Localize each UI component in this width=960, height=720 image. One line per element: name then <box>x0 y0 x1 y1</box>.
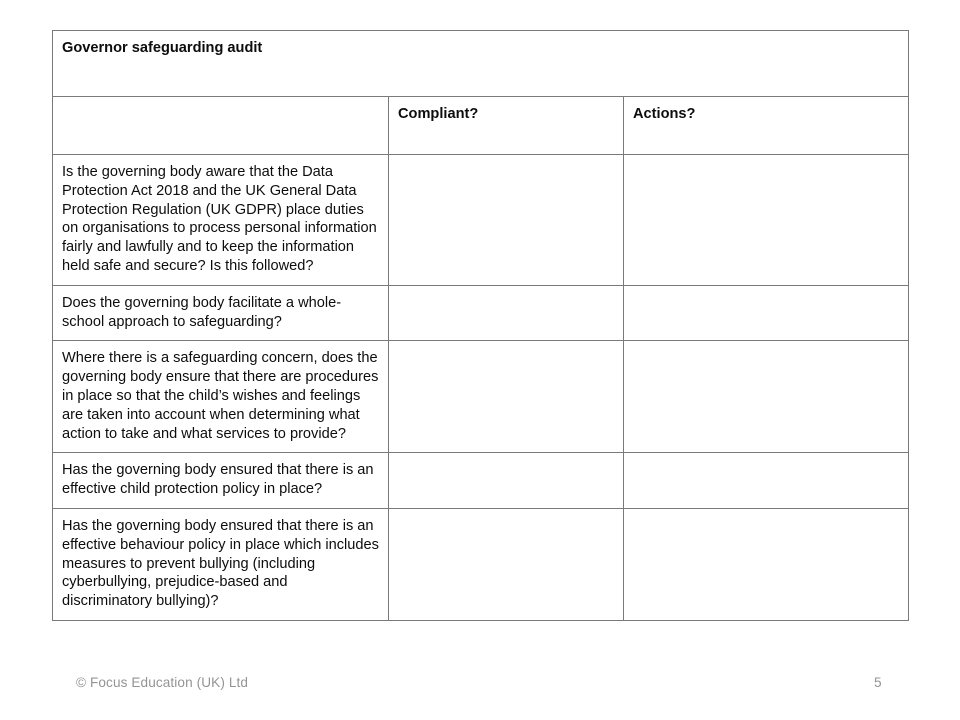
audit-question: Is the governing body aware that the Data Protection Act 2018 and the UK General Data Protection Regulation (UK GDPR) place duties on organisations to process personal information fairly and lawfully and to keep the information held safe and secure? Is this followed? <box>53 155 389 286</box>
audit-question: Has the governing body ensured that there is an effective behaviour policy in place which includes measures to prevent bullying (including cyberbullying, prejudice-based and discriminatory bullying)? <box>53 508 389 620</box>
column-header-compliant: Compliant? <box>389 97 624 155</box>
table-row <box>53 285 909 341</box>
actions-answer-field[interactable] <box>624 508 909 620</box>
actions-answer-field[interactable] <box>624 155 909 286</box>
compliant-answer-field[interactable] <box>389 285 624 341</box>
compliant-answer-field[interactable] <box>389 508 624 620</box>
footer-copyright: © Focus Education (UK) Ltd <box>76 675 249 690</box>
audit-question: Does the governing body facilitate a whole-school approach to safeguarding? <box>53 285 389 341</box>
actions-answer-field[interactable] <box>624 453 909 509</box>
compliant-answer-field[interactable] <box>389 155 624 286</box>
table-title: Governor safeguarding audit <box>53 31 909 97</box>
table-header-row <box>53 97 909 155</box>
compliant-answer-field[interactable] <box>389 453 624 509</box>
column-header-actions: Actions? <box>624 97 909 155</box>
actions-answer-field[interactable] <box>624 341 909 453</box>
table-row <box>53 155 909 286</box>
table-title-row <box>53 31 909 97</box>
audit-question: Where there is a safeguarding concern, does the governing body ensure that there are procedures in place so that the child’s wishes and feelings are taken into account when determining what action to take and what services to provide? <box>53 341 389 453</box>
column-header-question <box>53 97 389 155</box>
governor-safeguarding-audit-table <box>52 30 909 621</box>
audit-question: Has the governing body ensured that there is an effective child protection policy in place? <box>53 453 389 509</box>
compliant-answer-field[interactable] <box>389 341 624 453</box>
actions-answer-field[interactable] <box>624 285 909 341</box>
table-row <box>53 508 909 620</box>
footer-page-number: 5 <box>874 675 882 690</box>
page-footer <box>0 675 960 699</box>
table-row <box>53 341 909 453</box>
table-row <box>53 453 909 509</box>
